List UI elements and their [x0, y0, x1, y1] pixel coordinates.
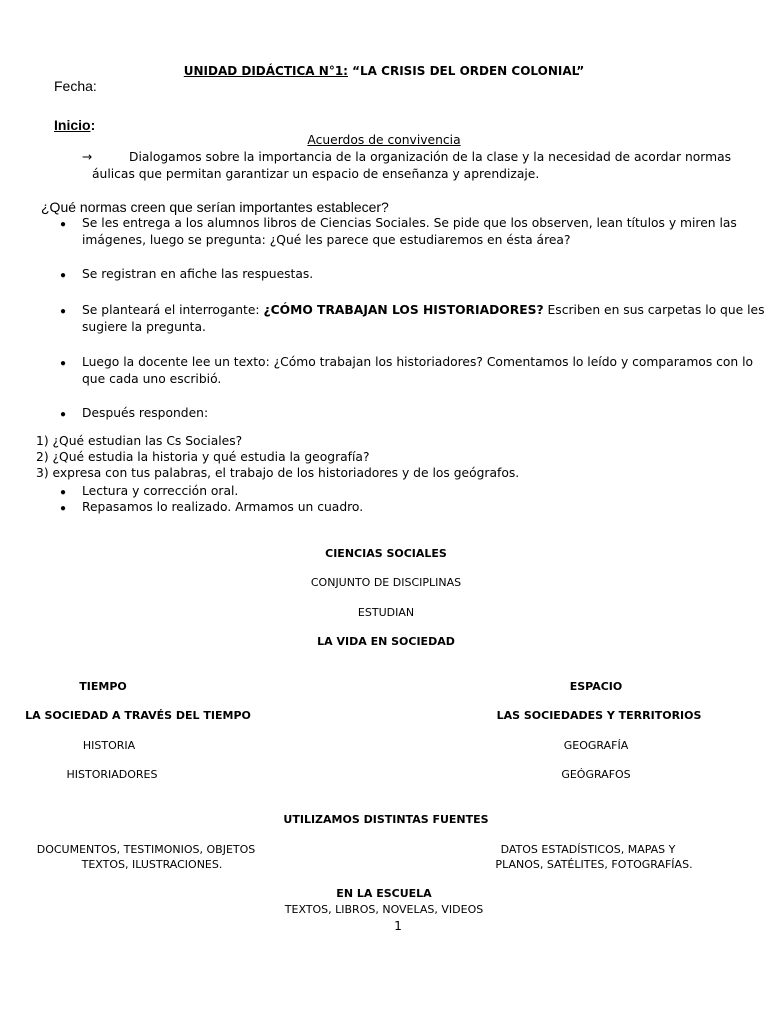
- bullet-3-post: Escriben en sus carpetas lo que les: [543, 303, 765, 317]
- cuadro-tiempo: TIEMPO: [79, 680, 127, 693]
- bullet-icon: ●: [60, 219, 67, 230]
- cuadro-fuentes: UTILIZAMOS DISTINTAS FUENTES: [283, 813, 489, 826]
- numbered-item-1: 1) ¿Qué estudian las Cs Sociales?: [36, 434, 243, 448]
- bullet-4-line-1: Luego la docente lee un texto: ¿Cómo trabajan los historiadores? Comentamos lo leído y comparamos con lo: [82, 355, 754, 369]
- numbered-item-3: 3) expresa con tus palabras, el trabajo de los historiadores y de los geógrafos.: [36, 466, 520, 480]
- inicio-label: Inicio: [54, 117, 91, 133]
- cuadro-left-src-2: TEXTOS, ILUSTRACIONES.: [81, 858, 223, 871]
- title-rest: “LA CRISIS DEL ORDEN COLONIAL”: [347, 64, 585, 78]
- question-heading: ¿Qué normas creen que serían importantes establecer?: [41, 199, 389, 215]
- bullet-icon: ●: [60, 487, 67, 498]
- acuerdos-subtitle: Acuerdos de convivencia: [307, 133, 461, 147]
- bullet-2-line-1: Se registran en afiche las respuestas.: [82, 267, 314, 281]
- cuadro-geografos: GEÓGRAFOS: [561, 768, 631, 781]
- cuadro-estudian: ESTUDIAN: [357, 606, 415, 619]
- fecha-label: Fecha:: [54, 78, 97, 94]
- bullet-icon: ●: [60, 409, 67, 420]
- bullet-icon: ●: [60, 503, 67, 514]
- cuadro-vida: LA VIDA EN SOCIEDAD: [317, 635, 455, 648]
- bullet-1-line-1: Se les entrega a los alumnos libros de Ciencias Sociales. Se pide que los observen, lean títulos y miren las: [82, 216, 737, 230]
- cuadro-right-src-1: DATOS ESTADÍSTICOS, MAPAS Y: [500, 843, 676, 856]
- cuadro-historiadores: HISTORIADORES: [66, 768, 158, 781]
- cuadro-espacio: ESPACIO: [569, 680, 623, 693]
- cuadro-left-src-1: DOCUMENTOS, TESTIMONIOS, OBJETOS: [36, 843, 256, 856]
- bullet-icon: ●: [60, 270, 67, 281]
- cuadro-right-src-2: PLANOS, SATÉLITES, FOTOGRAFÍAS.: [495, 858, 693, 871]
- title-prefix: UNIDAD DIDÁCTICA N°1:: [183, 64, 348, 78]
- cuadro-sociedad-tiempo: LA SOCIEDAD A TRAVÉS DEL TIEMPO: [25, 709, 251, 722]
- dialog-line-2: áulicas que permitan garantizar un espacio de enseñanza y aprendizaje.: [92, 167, 540, 181]
- cuadro-geografia: GEOGRAFÍA: [563, 739, 629, 752]
- arrow-icon: →: [82, 150, 93, 164]
- page-number: 1: [394, 919, 402, 933]
- bullet-3-line-1: [82, 303, 765, 317]
- cuadro-escuela-items: TEXTOS, LIBROS, NOVELAS, VIDEOS: [284, 903, 484, 916]
- bullet-lectura: Lectura y corrección oral.: [82, 484, 239, 498]
- dialog-line-1: Dialogamos sobre la importancia de la organización de la clase y la necesidad de acordar normas: [129, 150, 732, 164]
- bullet-icon: ●: [60, 306, 67, 317]
- bullet-5-line-1: Después responden:: [82, 406, 209, 420]
- bullet-3-pre: Se planteará el interrogante:: [82, 303, 264, 317]
- bullet-repasamos: Repasamos lo realizado. Armamos un cuadro.: [82, 500, 364, 514]
- cuadro-escuela: EN LA ESCUELA: [336, 887, 432, 900]
- cuadro-historia: HISTORIA: [82, 739, 136, 752]
- bullet-3-line-2: sugiere la pregunta.: [82, 320, 206, 334]
- inicio-colon: :: [90, 117, 96, 133]
- bullet-4-line-2: que cada uno escribió.: [82, 372, 222, 386]
- cuadro-conjunto: CONJUNTO DE DISCIPLINAS: [310, 576, 462, 589]
- cuadro-sociedades-territorios: LAS SOCIEDADES Y TERRITORIOS: [496, 709, 702, 722]
- bullet-3-strong: ¿CÓMO TRABAJAN LOS HISTORIADORES?: [263, 303, 544, 317]
- bullet-icon: ●: [60, 358, 67, 369]
- inicio-heading: [54, 117, 95, 133]
- cuadro-ciencias: CIENCIAS SOCIALES: [325, 547, 447, 560]
- numbered-item-2: 2) ¿Qué estudia la historia y qué estudia la geografía?: [36, 450, 370, 464]
- document-title: [184, 64, 585, 78]
- bullet-1-line-2: imágenes, luego se pregunta: ¿Qué les parece que estudiaremos en ésta área?: [82, 233, 571, 247]
